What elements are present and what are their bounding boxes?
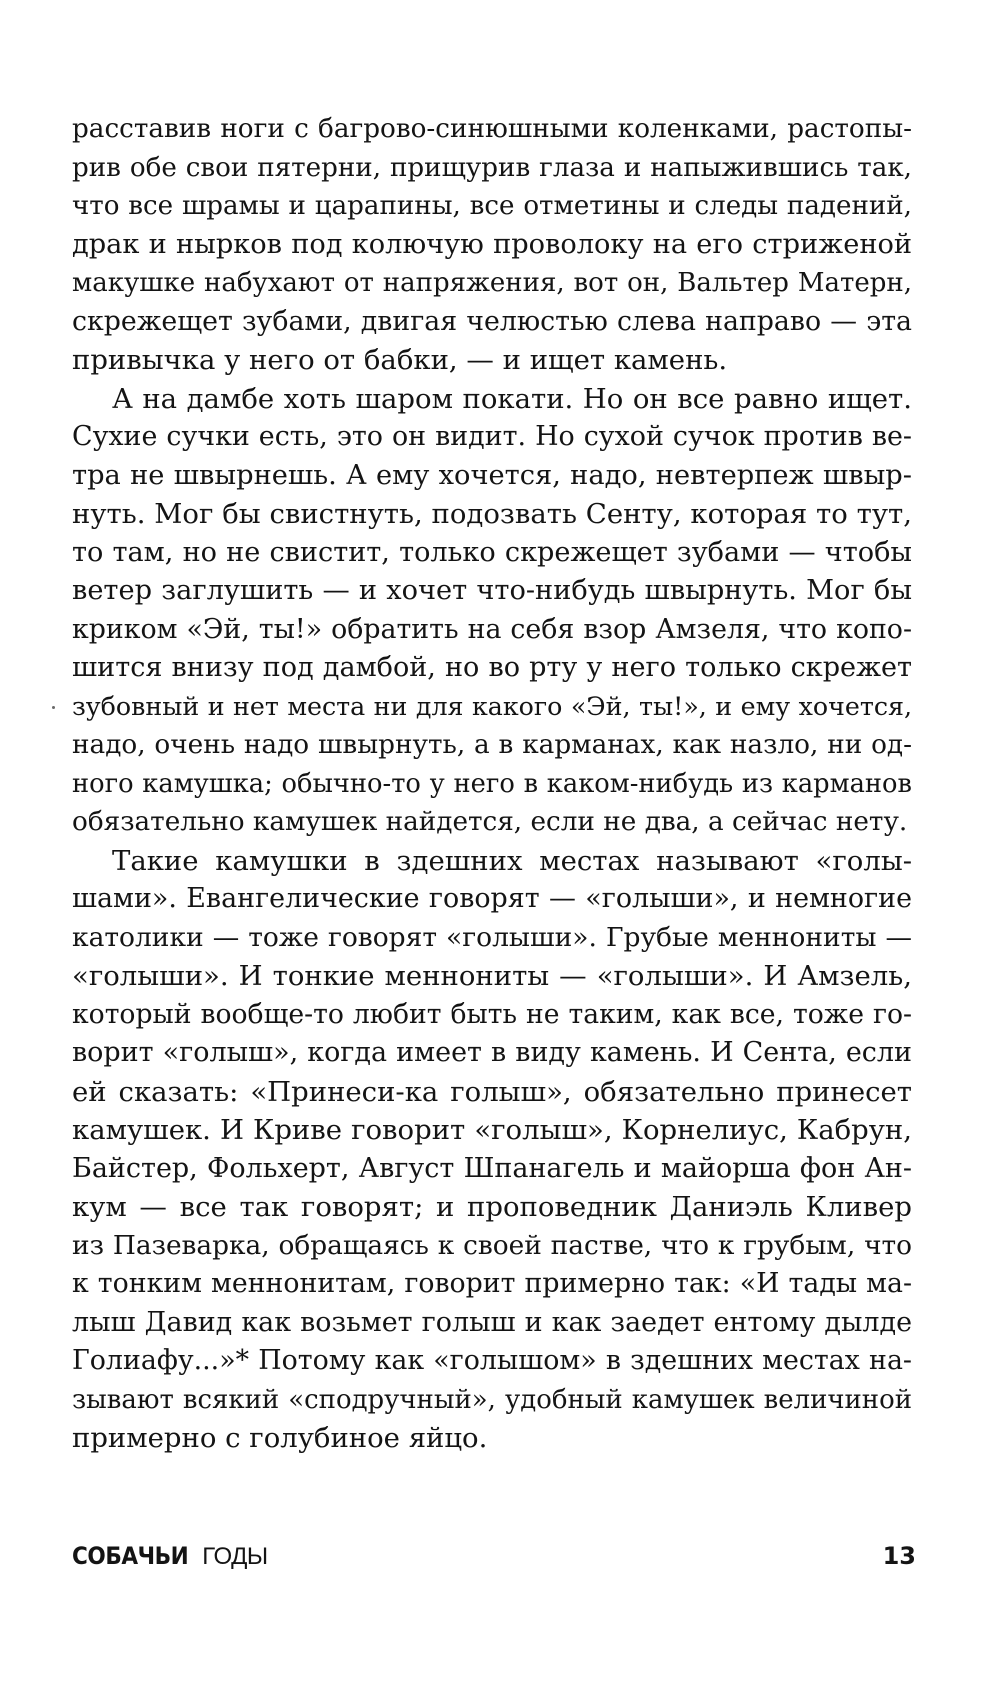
text-line: рив обе свои пятерни, прищурив глаза и напыжившись так, <box>72 152 912 183</box>
text-line: ворит «голыш», когда имеет в виду камень. И Сента, если <box>72 1037 912 1068</box>
running-title-bold: СОБАЧЬИ <box>72 1542 189 1570</box>
text-line: тра не швырнешь. А ему хочется, надо, невтерпеж швыр- <box>72 459 912 491</box>
paragraph <box>72 842 912 1458</box>
print-speck <box>52 706 55 709</box>
text-line: криком «Эй, ты!» обратить на себя взор Амзеля, что копо- <box>72 613 912 645</box>
text-line: надо, очень надо швырнуть, а в карманах, как назло, ни од- <box>72 730 912 760</box>
text-line: зубовный и нет места ни для какого «Эй, ты!», и ему хочется, <box>72 691 912 721</box>
text-line: шится внизу под дамбой, но во рту у него только скрежет <box>72 652 912 683</box>
body-text <box>72 110 912 1458</box>
text-line: А на дамбе хоть шаром покати. Но он все равно ищет. <box>112 382 912 415</box>
text-line: скрежещет зубами, двигая челюстью слева направо — эта <box>72 305 912 337</box>
text-line: драк и нырков под колючую проволоку на его стриженой <box>72 228 912 260</box>
text-line: расставив ноги с багрово-синюшными коленками, растопы- <box>72 114 912 144</box>
text-line: из Пазеварка, обращаясь к своей пастве, что к грубым, что <box>72 1230 912 1261</box>
page-footer <box>72 1542 916 1586</box>
text-line: обязательно камушек найдется, если не два, а сейчас нету. <box>72 807 908 837</box>
paragraph <box>72 110 912 380</box>
text-line: кум — все так говорят; и проповедник Даниэль Кливер <box>72 1191 912 1223</box>
text-line: Байстер, Фольхерт, Август Шпанагель и майорша фон Ан- <box>72 1152 912 1184</box>
page-number: 13 <box>882 1542 916 1570</box>
text-line: ей сказать: «Принеси-ка голыш», обязательно принесет <box>72 1075 912 1108</box>
running-title <box>72 1542 268 1571</box>
text-line: ветер заглушить — и хочет что-нибудь швырнуть. Мог бы <box>72 575 912 606</box>
text-line: Такие камушки в здешних местах называют «голы- <box>112 844 912 877</box>
text-line: примерно с голубиное яйцо. <box>72 1422 488 1454</box>
text-line: Сухие сучки есть, это он видит. Но сухой сучок против ве- <box>72 421 912 452</box>
text-line: шами». Евангелические говорят — «голыши», и немногие <box>72 883 912 914</box>
text-line: то там, но не свистит, только скрежещет зубами — чтобы <box>72 536 912 568</box>
text-line: католики — тоже говорят «голыши». Грубые меннониты — <box>72 921 912 953</box>
text-line: к тонким меннонитам, говорит примерно так: «И тады ма- <box>72 1268 912 1299</box>
text-line: ного камушка; обычно-то у него в каком-нибудь из карманов <box>72 768 912 799</box>
text-line: макушке набухают от напряжения, вот он, Вальтер Матерн, <box>72 268 912 298</box>
text-line: Голиафу...»* Потому как «голышом» в здешних местах на- <box>72 1345 912 1376</box>
text-line: лыш Давид как возьмет голыш и как заедет ентому дылде <box>72 1306 912 1338</box>
text-line: привычка у него от бабки, — и ищет камень. <box>72 344 728 376</box>
paragraph <box>72 380 912 842</box>
text-line: который вообще-то любит быть не таким, как все, тоже го- <box>72 998 912 1030</box>
text-line: «голыши». И тонкие меннониты — «голыши». И Амзель, <box>72 960 912 992</box>
text-line: зывают всякий «сподручный», удобный камушек величиной <box>72 1384 912 1415</box>
text-line: что все шрамы и царапины, все отметины и следы падений, <box>72 191 912 221</box>
text-line: нуть. Мог бы свистнуть, подозвать Сенту, которая то тут, <box>72 498 912 530</box>
text-line: камушек. И Криве говорит «голыш», Корнелиус, Кабрун, <box>72 1114 912 1146</box>
running-title-light: ГОДЫ <box>202 1543 268 1570</box>
